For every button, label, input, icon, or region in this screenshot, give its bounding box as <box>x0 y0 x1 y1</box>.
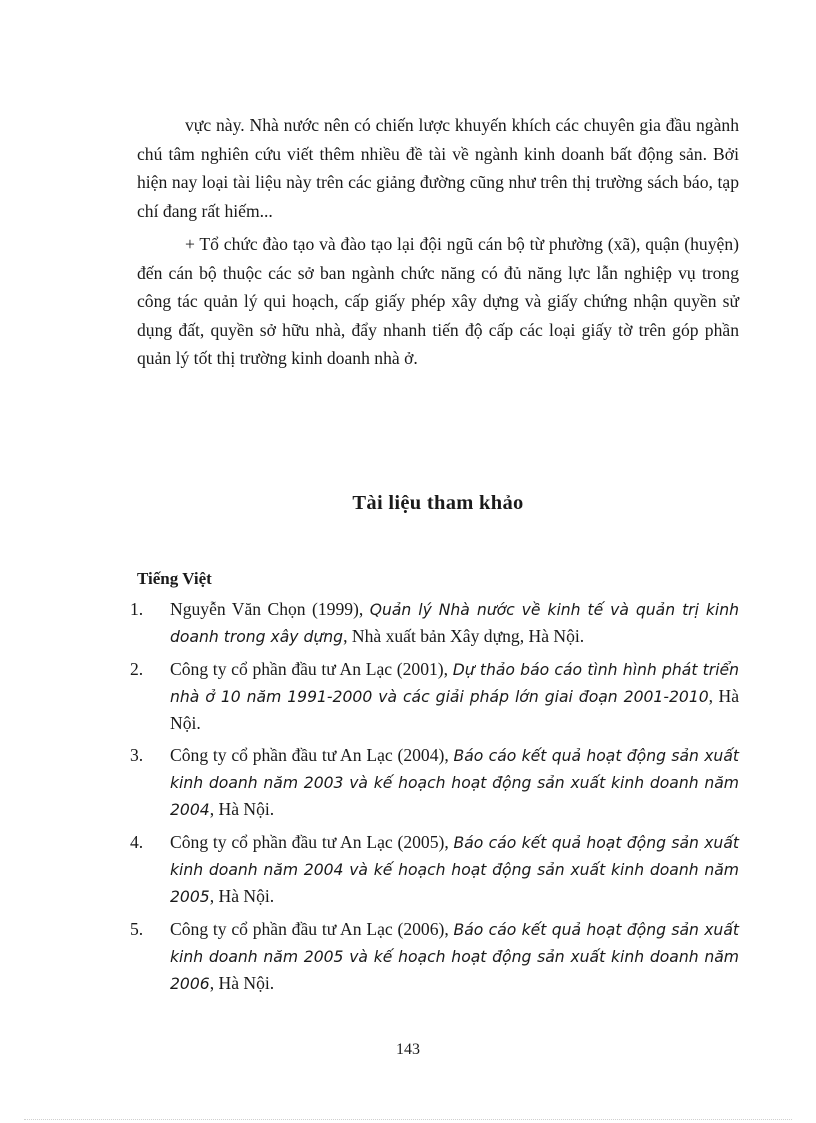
reference-work-title: Báo cáo kết quả hoạt động sản xuất kinh doanh năm 2003 và kế hoạch hoạt động sản xuất kinh doanh năm 2004 <box>170 747 739 819</box>
reference-work-title: Báo cáo kết quả hoạt động sản xuất kinh doanh năm 2005 và kế hoạch hoạt động sản xuất kinh doanh năm 2006 <box>170 921 739 993</box>
reference-publisher: , Hà Nội. <box>209 973 275 993</box>
page-number: 143 <box>396 1041 420 1058</box>
body-paragraph-1: vực này. Nhà nước nên có chiến lược khuyến khích các chuyên gia đầu ngành chú tâm nghiên cứu viết thêm nhiều đề tài về ngành kinh doanh bất động sản. Bởi hiện nay loại tài liệu này trên các giảng đường cũng như trên thị trường sách báo, tạp chí đang rất hiếm... <box>137 115 739 221</box>
page-bottom-border <box>24 1119 792 1120</box>
reference-list <box>130 596 739 1003</box>
reference-number: 3. <box>130 745 144 765</box>
reference-work-title: Dự thảo báo cáo tình hình phát triển nhà ở 10 năm 1991-2000 và các giải pháp lớn giai đoạn 2001-2010 <box>170 661 740 706</box>
reference-item-5 <box>130 916 739 997</box>
reference-work-title: Quản lý Nhà nước về kinh tế và quản trị kinh doanh trong xây dựng <box>170 601 740 646</box>
reference-number: 4. <box>130 832 144 852</box>
reference-publisher: , Hà Nội. <box>209 799 275 819</box>
reference-number: 1. <box>130 599 144 619</box>
reference-author: Công ty cổ phần đầu tư An Lạc (2005), <box>170 832 454 852</box>
reference-number: 2. <box>130 659 144 679</box>
reference-author: Công ty cổ phần đầu tư An Lạc (2004), <box>170 745 454 765</box>
reference-author: Nguyễn Văn Chọn (1999), <box>170 599 370 619</box>
reference-publisher: , Hà Nội. <box>170 686 740 733</box>
reference-item-1 <box>130 596 739 650</box>
reference-publisher: , Hà Nội. <box>209 886 275 906</box>
reference-author: Công ty cổ phần đầu tư An Lạc (2001), <box>170 659 453 679</box>
reference-publisher: , Nhà xuất bản Xây dựng, Hà Nội. <box>343 626 585 646</box>
references-section-title: Tiếng Việt <box>137 569 212 588</box>
reference-item-4 <box>130 829 739 910</box>
reference-item-3 <box>130 742 739 823</box>
reference-number: 5. <box>130 919 144 939</box>
reference-work-title: Báo cáo kết quả hoạt động sản xuất kinh doanh năm 2004 và kế hoạch hoạt động sản xuất kinh doanh năm 2005 <box>170 834 739 906</box>
body-paragraph-2: + Tổ chức đào tạo và đào tạo lại đội ngũ cán bộ từ phường (xã), quận (huyện) đến cán bộ thuộc các sở ban ngành chức năng có đủ năng lực lẫn nghiệp vụ trong công tác quản lý qui hoạch, cấp giấy phép xây dựng và giấy chứng nhận quyền sử dụng đất, quyền sở hữu nhà, đẩy nhanh tiến độ cấp các loại giấy tờ trên góp phần quản lý tốt thị trường kinh doanh nhà ở. <box>137 234 739 369</box>
reference-author: Công ty cổ phần đầu tư An Lạc (2006), <box>170 919 454 939</box>
reference-item-2 <box>130 656 739 736</box>
references-title: Tài liệu tham khảo <box>352 492 524 514</box>
